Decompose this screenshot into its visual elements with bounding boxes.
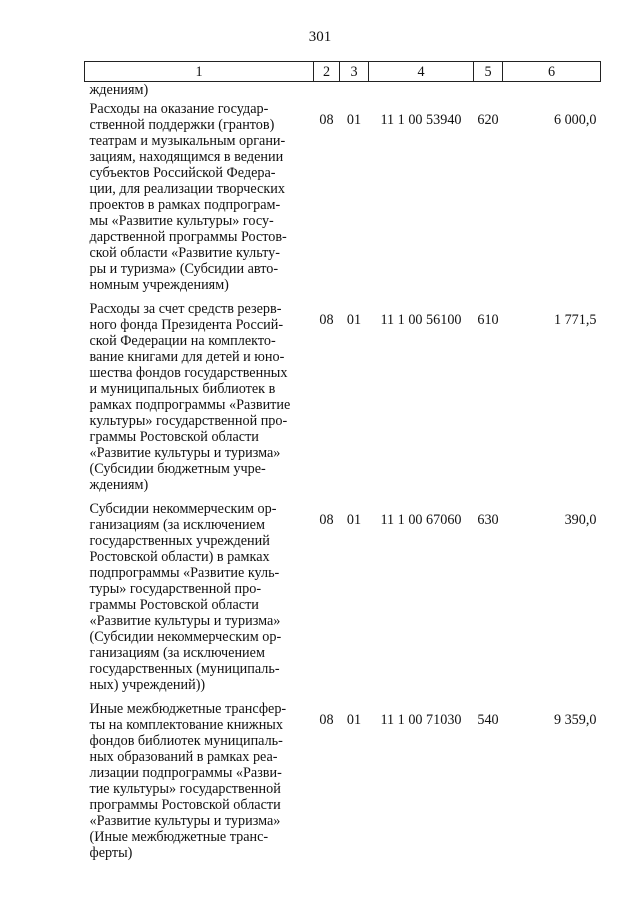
row-description [85,101,314,301]
section-code: 08 [319,712,334,728]
description-line: Расходы за счет средств резерв- [89,301,282,317]
description-line: мы «Развитие культуры» госу- [89,213,274,229]
header-col-2: 2 [314,62,340,82]
section-code: 08 [319,512,334,528]
description-line: тие культуры» государственной [89,781,281,797]
description-line: шества фондов государственных [89,365,288,381]
amount: 9 359,0 [553,712,597,728]
subsection-code: 01 [346,112,362,128]
header-col-4: 4 [369,62,474,82]
description-line: ственной поддержки (грантов) [89,117,275,133]
section-code: 08 [319,312,334,328]
table-row [85,301,601,501]
description-line: проектов в рамках подпрограм- [89,197,281,213]
description-line: государственных учреждений [89,533,270,549]
subsection-code: 01 [346,312,362,328]
description-line: государственных (муниципаль- [89,661,280,677]
subsection-code: 01 [346,512,362,528]
continuation-row [85,82,601,102]
row-description [85,501,314,701]
description-line: рамках подпрограммы «Развитие [89,397,291,413]
description-line: подпрограммы «Развитие куль- [89,565,280,581]
description-line: зациям, находящимся в ведении [89,149,284,165]
description-line: «Развитие культуры и туризма» [89,445,281,461]
description-line: Субсидии некоммерческим ор- [89,501,277,517]
expense-type-code: 630 [477,512,499,528]
description-line: ской Федерации на комплекто- [89,333,276,349]
section-code: 08 [319,112,334,128]
table-header [85,62,601,82]
description-line: программы Ростовской области [89,797,281,813]
expense-type-code: 540 [477,712,499,728]
description-line: ждениям) [89,477,149,493]
description-line: и муниципальных библиотек в [89,381,276,397]
description-line: Ростовской области) в рамках [89,549,270,565]
description-line: ры и туризма» (Субсидии авто- [89,261,279,277]
description-line: театрам и музыкальным органи- [89,133,286,149]
row-description [85,301,314,501]
description-line: (Субсидии бюджетным учре- [89,461,266,477]
description-line: ганизациям (за исключением [89,645,265,661]
description-line: (Иные межбюджетные транс- [89,829,269,845]
header-col-6: 6 [503,62,601,82]
expense-type-code: 610 [477,312,499,328]
table-row [85,701,601,869]
description-line: граммы Ростовской области [89,429,259,445]
amount: 1 771,5 [553,312,597,328]
table-row [85,101,601,301]
description-line: фондов библиотек муниципаль- [89,733,283,749]
amount: 390,0 [564,512,597,528]
description-line: Иные межбюджетные трансфер- [89,701,287,717]
subsection-code: 01 [346,712,362,728]
header-col-3: 3 [340,62,369,82]
description-line: ции, для реализации творческих [89,181,285,197]
continuation-text: ждениям) [89,82,149,98]
target-article-code: 11 1 00 53940 [380,112,462,128]
description-line: номным учреждениям) [89,277,229,293]
description-line: туры» государственной про- [89,581,262,597]
description-line: ганизациям (за исключением [89,517,265,533]
description-line: культуры» государственной про- [89,413,288,429]
description-line: граммы Ростовской области [89,597,259,613]
description-line: ферты) [89,845,133,861]
description-line: «Развитие культуры и туризма» [89,613,281,629]
header-col-5: 5 [474,62,503,82]
description-line: ты на комплектование книжных [89,717,283,733]
page-number: 301 [308,29,332,45]
description-line: (Субсидии некоммерческим ор- [89,629,282,645]
description-line: ных образований в рамках реа- [89,749,278,765]
target-article-code: 11 1 00 71030 [380,712,462,728]
description-line: Расходы на оказание государ- [89,101,269,117]
row-description [85,701,314,869]
table-row [85,501,601,701]
description-line: ного фонда Президента Россий- [89,317,284,333]
target-article-code: 11 1 00 67060 [380,512,462,528]
description-line: «Развитие культуры и туризма» [89,813,281,829]
expense-type-code: 620 [477,112,499,128]
description-line: субъектов Российской Федера- [89,165,276,181]
target-article-code: 11 1 00 56100 [380,312,462,328]
description-line: ных) учреждений)) [89,677,206,693]
description-line: вание книгами для детей и юно- [89,349,285,365]
description-line: ской области «Развитие культу- [89,245,280,261]
amount: 6 000,0 [553,112,597,128]
table-body [85,82,601,870]
description-line: дарственной программы Ростов- [89,229,287,245]
description-line: лизации подпрограммы «Разви- [89,765,282,781]
header-col-1: 1 [85,62,314,82]
budget-table [84,61,601,869]
